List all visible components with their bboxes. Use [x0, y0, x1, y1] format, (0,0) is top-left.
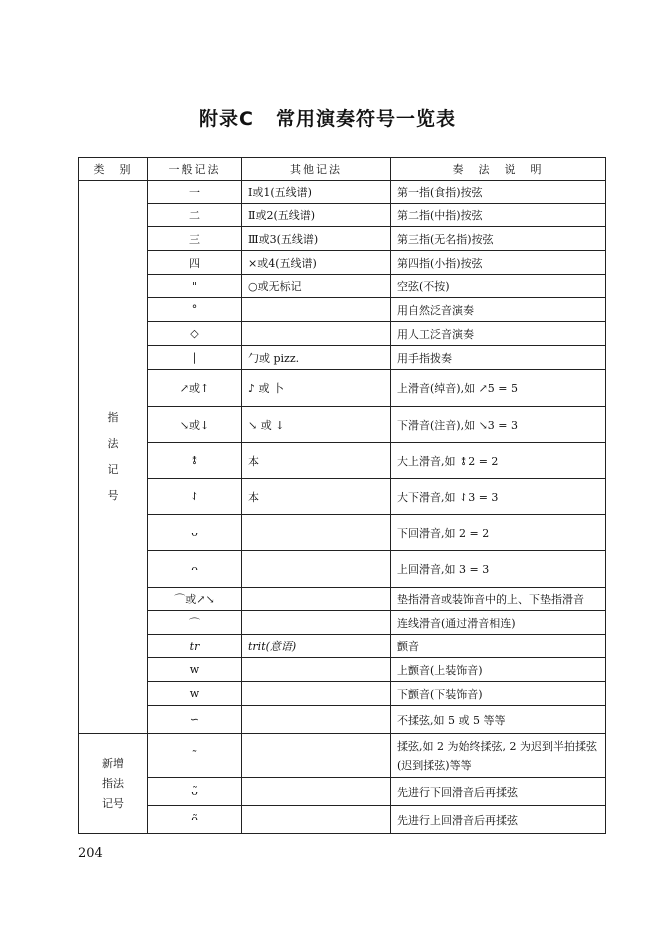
header-row: [79, 158, 606, 181]
description: 第三指(无名指)按弦: [391, 227, 606, 251]
description: 大上滑音,如 ⥉2 = 2: [391, 443, 606, 479]
other-notation: [242, 588, 391, 611]
table-row: [79, 370, 606, 407]
table-row: [79, 298, 606, 322]
appendix-label: 附录C: [199, 108, 254, 130]
description: 大下滑音,如 ⥌3 = 3: [391, 479, 606, 515]
other-notation: [242, 706, 391, 734]
table-row: [79, 515, 606, 551]
category-fingering: 指 法 记 号: [79, 181, 148, 734]
general-notation: ᴗ: [148, 515, 242, 551]
table-row: [79, 658, 606, 682]
general-notation: ᴖ: [148, 551, 242, 588]
other-notation: Ⅱ或2(五线谱): [242, 204, 391, 227]
description: 上颤音(上装饰音): [391, 658, 606, 682]
general-notation: ⥉: [148, 443, 242, 479]
other-notation: trit(意语): [242, 635, 391, 658]
other-notation: [242, 682, 391, 706]
description: 用自然泛音演奏: [391, 298, 606, 322]
description: 不揉弦,如 5 或 5 等等: [391, 706, 606, 734]
description: 连线滑音(通过滑音相连): [391, 611, 606, 635]
table-row: [79, 181, 606, 204]
table-row: [79, 806, 606, 834]
general-notation: ᴡ: [148, 658, 242, 682]
other-notation: [242, 551, 391, 588]
general-notation: |: [148, 346, 242, 370]
other-notation: 本: [242, 479, 391, 515]
description: 上回滑音,如 3 = 3: [391, 551, 606, 588]
table-row: [79, 407, 606, 443]
other-notation: ↘ 或 ↓: [242, 407, 391, 443]
general-notation: ⥌: [148, 479, 242, 515]
table-row: [79, 588, 606, 611]
other-notation: ×或4(五线谱): [242, 251, 391, 275]
other-notation: [242, 515, 391, 551]
other-notation: ○或无标记: [242, 275, 391, 298]
table-row: [79, 322, 606, 346]
general-notation: ↘或↓: [148, 407, 242, 443]
general-notation: ᴖ̃: [148, 806, 242, 834]
other-notation: [242, 778, 391, 806]
table-row: [79, 275, 606, 298]
table-row: [79, 682, 606, 706]
page-title: [0, 104, 655, 131]
general-notation: ˜: [148, 734, 242, 778]
general-notation: ⌒或↗↘: [148, 588, 242, 611]
other-notation: ♪ 或 卜: [242, 370, 391, 407]
other-notation: [242, 658, 391, 682]
description: 下滑音(注音),如 ↘3 = 3: [391, 407, 606, 443]
description: 先进行下回滑音后再揉弦: [391, 778, 606, 806]
general-notation: 四: [148, 251, 242, 275]
general-notation: 二: [148, 204, 242, 227]
header-desc: 奏 法 说 明: [391, 158, 606, 181]
general-notation: 三: [148, 227, 242, 251]
description: 揉弦,如 2 为始终揉弦, 2 为迟到半拍揉弦(迟到揉弦)等等: [391, 734, 606, 778]
description: 垫指滑音或装饰音中的上、下垫指滑音: [391, 588, 606, 611]
category-new-fingering: 新增 指法 记号: [79, 734, 148, 834]
general-notation: 一: [148, 181, 242, 204]
table-row: [79, 734, 606, 778]
symbols-table: [78, 157, 606, 834]
description: 用人工泛音演奏: [391, 322, 606, 346]
table-title: 常用演奏符号一览表: [275, 108, 456, 130]
general-notation: ◇: [148, 322, 242, 346]
table-row: [79, 611, 606, 635]
general-notation: ↗或↑: [148, 370, 242, 407]
description: 第二指(中指)按弦: [391, 204, 606, 227]
table-row: [79, 251, 606, 275]
other-notation: [242, 611, 391, 635]
other-notation: [242, 734, 391, 778]
description: 空弦(不按): [391, 275, 606, 298]
description: 第一指(食指)按弦: [391, 181, 606, 204]
table-row: [79, 346, 606, 370]
table-row: [79, 778, 606, 806]
general-notation: ": [148, 275, 242, 298]
table-row: [79, 479, 606, 515]
other-notation: 本: [242, 443, 391, 479]
other-notation: [242, 322, 391, 346]
other-notation: [242, 298, 391, 322]
table-row: [79, 443, 606, 479]
description: 第四指(小指)按弦: [391, 251, 606, 275]
description: 颤音: [391, 635, 606, 658]
table-row: [79, 635, 606, 658]
other-notation: Ⅰ或1(五线谱): [242, 181, 391, 204]
header-general: 一般记法: [148, 158, 242, 181]
other-notation: 勹或 pizz.: [242, 346, 391, 370]
general-notation: ⌒: [148, 611, 242, 635]
general-notation: tr: [148, 635, 242, 658]
page-number: 204: [78, 846, 103, 861]
description: 下回滑音,如 2 = 2: [391, 515, 606, 551]
header-category: 类 别: [79, 158, 148, 181]
table-row: [79, 227, 606, 251]
other-notation: [242, 806, 391, 834]
general-notation: ∽: [148, 706, 242, 734]
general-notation: ᴡ: [148, 682, 242, 706]
description: 下颤音(下装饰音): [391, 682, 606, 706]
header-other: 其他记法: [242, 158, 391, 181]
general-notation: ᴗ̃: [148, 778, 242, 806]
other-notation: Ⅲ或3(五线谱): [242, 227, 391, 251]
table-row: [79, 551, 606, 588]
description: 先进行上回滑音后再揉弦: [391, 806, 606, 834]
general-notation: °: [148, 298, 242, 322]
table-row: [79, 706, 606, 734]
description: 用手指拨奏: [391, 346, 606, 370]
table-row: [79, 204, 606, 227]
description: 上滑音(绰音),如 ↗5 = 5: [391, 370, 606, 407]
